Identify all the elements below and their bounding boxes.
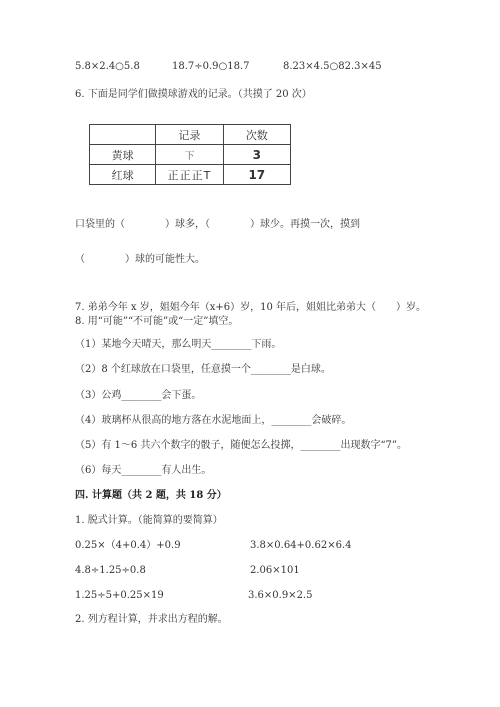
q8-item-2: （2）8 个红球放在口袋里，任意摸一个________是白球。 bbox=[75, 364, 331, 375]
table-cell-count: 17 bbox=[223, 165, 290, 185]
table-cell-label: 红球 bbox=[90, 165, 156, 185]
q6-title: 6. 下面是同学们做摸球游戏的记录。（共摸了 20 次） bbox=[75, 89, 312, 100]
table-row bbox=[90, 125, 291, 145]
calc-item: 3.8×0.64+0.62×6.4 bbox=[250, 540, 352, 551]
q8-title: 8. 用“可能”“不可能”或“一定”填空。 bbox=[75, 316, 239, 327]
table-row bbox=[90, 145, 291, 165]
calc-q1-title: 1. 脱式计算。（能简算的要简算） bbox=[75, 515, 223, 526]
q7-text: 7. 弟弟今年 x 岁，姐姐今年（x+6）岁，10 年后，姐姐比弟弟大（ ）岁。 bbox=[75, 302, 427, 313]
calc-item: 3.6×0.9×2.5 bbox=[248, 590, 313, 601]
calc-item: 1.25÷5+0.25×19 bbox=[75, 590, 164, 601]
table-cell-count: 3 bbox=[223, 145, 290, 165]
calc-q2-title: 2. 列方程计算，并求出方程的解。 bbox=[75, 614, 228, 625]
comparison-1: 5.8×2.4○5.8 bbox=[75, 61, 140, 72]
comparison-2: 18.7÷0.9○18.7 bbox=[172, 61, 250, 72]
tally-table bbox=[89, 124, 291, 185]
table-cell-tally: 下 bbox=[156, 145, 223, 165]
calc-item: 0.25×（4+0.4）+0.9 bbox=[75, 540, 181, 551]
comparison-3: 8.23×4.5○82.3×45 bbox=[283, 61, 382, 72]
q8-item-3: （3）公鸡________会下蛋。 bbox=[75, 390, 202, 401]
table-cell-label: 黄球 bbox=[90, 145, 156, 165]
calc-item: 4.8÷1.25÷0.8 bbox=[75, 565, 146, 576]
q8-item-4: （4）玻璃杯从很高的地方落在水泥地面上，________会破碎。 bbox=[75, 415, 352, 426]
table-header-cell bbox=[90, 125, 156, 145]
q8-item-6: （6）每天________有人出生。 bbox=[75, 465, 212, 476]
q6-blank-line-2: （ ）球的可能性大。 bbox=[75, 254, 205, 265]
table-header-cell: 记录 bbox=[156, 125, 223, 145]
calc-item: 2.06×101 bbox=[250, 565, 300, 576]
table-header-cell: 次数 bbox=[223, 125, 290, 145]
table-cell-tally: 正正正T bbox=[156, 165, 223, 185]
q8-item-5: （5）有 1～6 共六个数字的骰子，随便怎么投掷，________出现数字“7”。 bbox=[75, 440, 408, 451]
q6-blank-line-1: 口袋里的（ ）球多，（ ）球少。再摸一次，摸到 bbox=[75, 219, 360, 230]
q8-item-1: （1）某地今天晴天，那么明天________下雨。 bbox=[75, 339, 282, 350]
section-4-title: 四. 计算题（共 2 题，共 18 分） bbox=[75, 490, 227, 501]
table-row bbox=[90, 165, 291, 185]
